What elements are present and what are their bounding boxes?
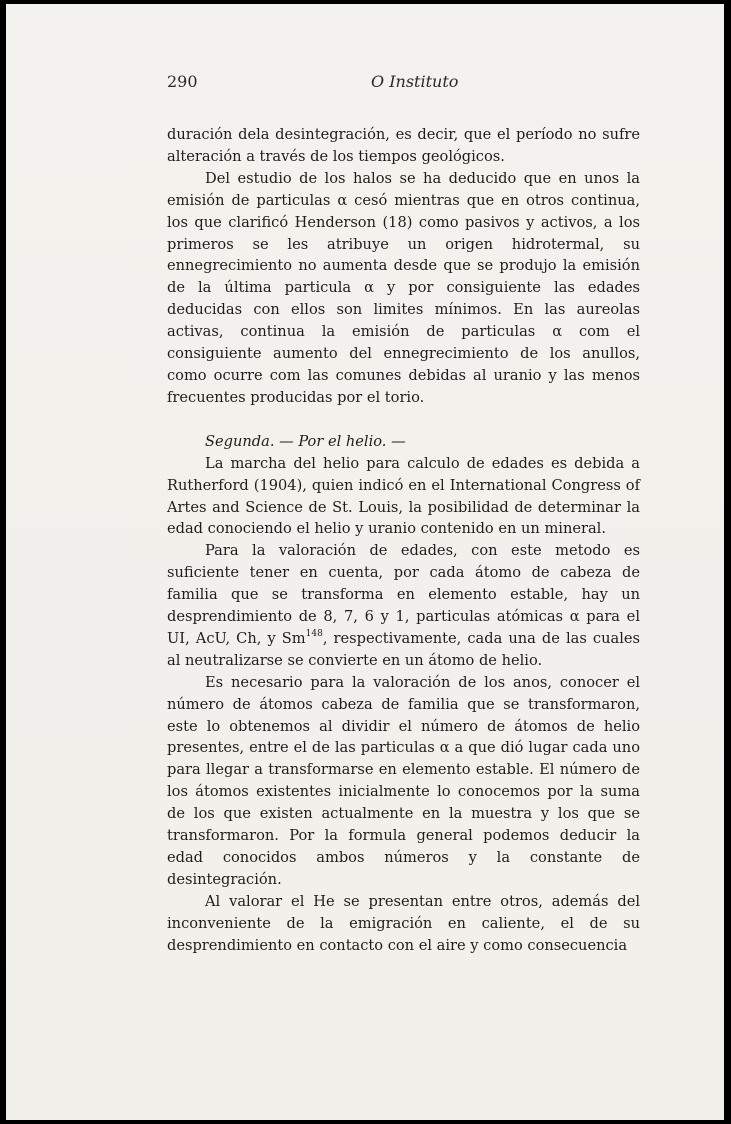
- superscript-148: 148: [305, 628, 323, 639]
- paragraph-anos: Es necesario para la valoración de los anos, conocer el número de átomos cabeza de familia que se transformaron, este lo obtenemos al dividir el número de átomos de helio presentes, entre el de las particulas α a que dió lugar cada uno para llegar a transformarse en elemento estable. El número de los átomos existentes inicialmente lo conocemos por la suma de los que existen actualmente en la muestra y los que se transformaron. Por la formula general podemos deducir la edad conocidos ambos números y la constante de desintegración.: [167, 673, 640, 888]
- paragraph-halos: Del estudio de los halos se ha deducido que en unos la emisión de particulas α cesó mientras que en otros continua, los que clarificó Henderson (18) como pasivos y activos, a los primeros se les atribuye un origen hidrotermal, su ennegrecimiento no aumenta desde que se produjo la emisión de la última particula α y por consiguiente las edades deducidas con ellos son limites mínimos. En las aureolas activas, continua la emisión de particulas α com el consiguiente aumento del ennegrecimiento de los anullos, como ocurre com las comunes debidas al uranio y las menos frecuentes producidas por el torio.: [167, 169, 640, 406]
- paragraph-continuation: duración dela desintegración, es decir, que el período no sufre alteración a través de los tiempos geológicos.: [167, 126, 640, 165]
- paragraph-he: Al valorar el He se presentan entre otros, además del inconveniente de la emigración en caliente, el de su desprendimiento en contacto con el aire y como consecuencia: [167, 892, 640, 954]
- section-heading: Segunda. — Por el helio. —: [205, 432, 406, 450]
- paragraph-rutherford: La marcha del helio para calculo de edades es debida a Rutherford (1904), quien indicó en el International Congress of Artes and Science de St. Louis, la posibilidad de determinar la edad conociendo el helio y uranio contenido en un mineral.: [167, 454, 640, 538]
- paragraph-valoracion: [167, 540, 640, 671]
- page-number: 290: [167, 72, 198, 91]
- page-body: [167, 124, 640, 957]
- journal-title: O Instituto: [371, 72, 459, 91]
- paragraph-valoracion-text: Para la valoración de edades, con este metodo es suficiente tener en cuenta, por cada átomo de cabeza de familia que se transforma en elemento estable, hay un desprendimiento de 8, 7, 6 y 1, particulas atómicas α para el UI, AcU, Ch, y Sm: [167, 542, 640, 647]
- paragraph-valoracion-tail: , respectivamente, cada una de las cuales al neutralizarse se convierte en un átomo de helio.: [167, 629, 640, 669]
